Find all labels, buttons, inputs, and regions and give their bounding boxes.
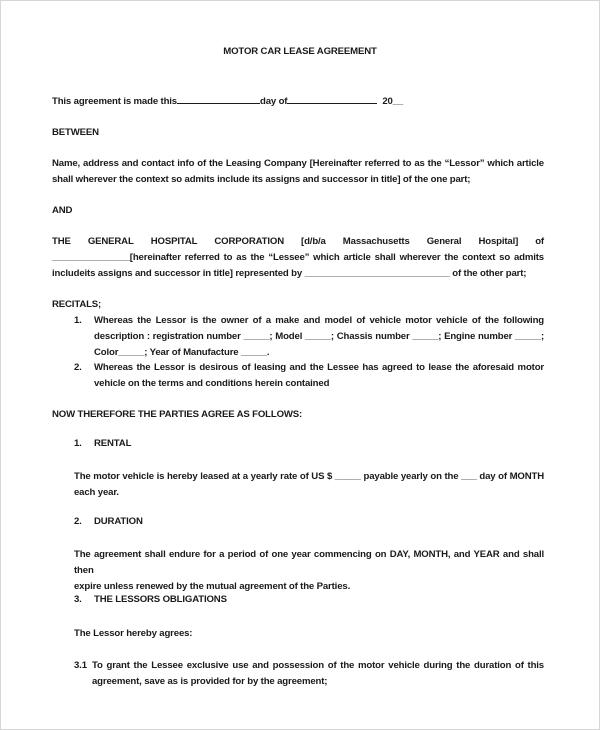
section-1-line-1: The motor vehicle is hereby leased at a yearly rate of US $ _____ payable yearly on the ___ day of MONTH — [74, 471, 544, 482]
section-2-heading — [74, 516, 143, 527]
lessor-line-1: Name, address and contact info of the Leasing Company [Hereinafter referred to as the “Lessor” which article — [52, 158, 544, 169]
lessee-word: THE — [52, 236, 71, 247]
and-label: AND — [52, 205, 73, 216]
section-title: DURATION — [94, 516, 143, 527]
lessee-line-1 — [52, 234, 544, 250]
lessee-line-2 — [52, 250, 544, 266]
day-of-label: day of — [259, 96, 288, 107]
section-3-heading — [74, 594, 227, 605]
section-title: RENTAL — [94, 438, 132, 449]
lessee-word: CORPORATION — [214, 236, 284, 247]
subitem-3-1-line-2: agreement, save as is provided for by the agreement; — [92, 676, 328, 687]
subitem-number: 3.1 — [74, 660, 87, 671]
section-1-line-2: each year. — [74, 487, 119, 498]
subitem-3-1-line-1: To grant the Lessee exclusive use and possession of the motor vehicle during the duration of this — [92, 660, 544, 671]
intro-prefix: This agreement is made this — [52, 96, 177, 107]
section-number: 1. — [74, 438, 82, 449]
section-number: 3. — [74, 594, 82, 605]
subitem-3-1 — [74, 658, 544, 690]
recitals-heading: RECITALS; — [52, 299, 102, 310]
day-blank[interactable] — [177, 94, 257, 104]
section-title: THE LESSORS OBLIGATIONS — [94, 594, 227, 605]
section-2-line-1: The agreement shall endure for a period of one year commencing on DAY, MONTH, and YEAR and shall then — [74, 549, 544, 576]
recital-item-1 — [74, 313, 544, 361]
between-label: BETWEEN — [52, 127, 99, 138]
recital-number: 1. — [74, 315, 82, 326]
lessor-line-2: shall wherever the context so admits include its assigns and successor in title] of the one part; — [52, 174, 471, 185]
recital-1-line-1: Whereas the Lessor is the owner of a make and model of vehicle motor vehicle of the following — [94, 315, 544, 326]
lessee-word: GENERAL — [87, 236, 134, 247]
recital-2-line-2: vehicle on the terms and conditions herein contained — [94, 378, 330, 389]
year-field[interactable]: 20__ — [382, 96, 404, 107]
lessee-word: HOSPITAL — [150, 236, 198, 247]
lessee-line-3-suffix: of the other part; — [452, 268, 527, 279]
lessee-line-3-prefix: includeits assigns and successor in title] represented by — [52, 268, 303, 279]
lessee-word: of — [535, 236, 544, 247]
lessee-word: Massachusetts — [342, 236, 410, 247]
document-title: MOTOR CAR LEASE AGREEMENT — [223, 46, 377, 57]
lessee-word: [d/b/a — [301, 236, 326, 247]
section-1-heading — [74, 438, 131, 449]
recital-2-line-1: Whereas the Lessor is desirous of leasing and the Lessee has agreed to lease the aforesaid motor — [94, 362, 544, 373]
recital-1-line-2: description : registration number _____; Model _____; Chassis number _____; Engine number _____; — [94, 331, 544, 342]
lessee-word: Hospital] — [478, 236, 519, 247]
recital-item-2 — [74, 360, 544, 392]
lessee-line-2-text: [hereinafter referred to as the “Lessee” which article shall wherever the context so admits — [129, 252, 544, 263]
section-number: 2. — [74, 516, 82, 527]
representative-blank[interactable]: ____________________________ — [304, 268, 450, 279]
agreement-date-line — [52, 94, 544, 110]
lessee-name-blank[interactable]: _______________ — [52, 252, 130, 263]
lessee-line-3 — [52, 266, 544, 282]
section-1-body — [74, 469, 544, 501]
lessee-word: General — [426, 236, 462, 247]
section-2-body — [74, 547, 544, 595]
agreement-heading: NOW THEREFORE THE PARTIES AGREE AS FOLLOWS: — [52, 409, 303, 420]
recital-number: 2. — [74, 362, 82, 373]
section-3-intro: The Lessor hereby agrees: — [74, 628, 193, 639]
section-2-line-2: expire unless renewed by the mutual agreement of the Parties. — [74, 581, 351, 592]
month-blank[interactable] — [287, 94, 377, 104]
recital-1-line-3: Color_____; Year of Manufacture _____. — [94, 347, 270, 358]
